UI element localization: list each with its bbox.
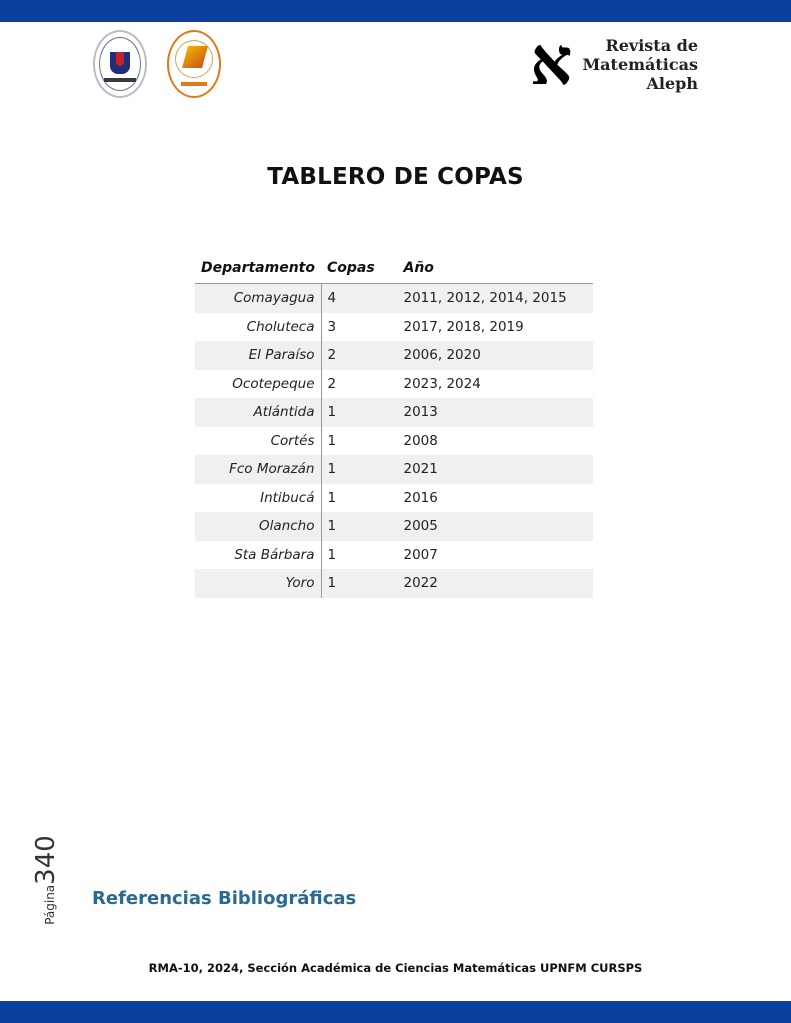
cell-copas: 1	[321, 569, 398, 598]
cell-departamento: Choluteca	[195, 313, 321, 342]
table-row	[195, 398, 593, 427]
cell-copas: 1	[327, 489, 337, 506]
cell-copas: 2	[327, 375, 337, 392]
table-row	[195, 427, 593, 456]
cell-departamento: Cortés	[195, 427, 321, 456]
cell-copas: 4	[321, 284, 398, 313]
journal-name-line: Revista de	[605, 36, 698, 55]
page-title: TABLERO DE COPAS	[267, 164, 524, 190]
cell-departamento: Atlántida	[195, 398, 321, 427]
cell-anio: 2005	[398, 512, 593, 541]
cell-departamento: Intibucá	[195, 484, 321, 513]
footer-text: RMA-10, 2024, Sección Académica de Ciencias Matemáticas UPNFM CURSPS	[148, 961, 643, 975]
cell-anio: 2013	[398, 398, 593, 427]
table-row	[195, 512, 593, 541]
page-number: 340	[31, 835, 61, 885]
cell-anio: 2011, 2012, 2014, 2015	[398, 284, 593, 313]
bottom-color-band	[0, 1001, 791, 1023]
journal-name-line: Aleph	[646, 74, 698, 93]
cell-anio: 2016	[403, 489, 438, 506]
cell-departamento: Ocotepeque	[195, 370, 321, 399]
upnfm-seal-logo	[167, 30, 221, 98]
cell-departamento: Yoro	[195, 569, 321, 598]
university-seal-logo	[93, 30, 147, 98]
column-header-copas: Copas	[321, 253, 398, 284]
cell-anio: 2008	[403, 432, 438, 449]
cell-copas: 1	[321, 398, 398, 427]
cell-departamento: Fco Morazán	[195, 455, 321, 484]
table-row	[195, 484, 593, 513]
column-header-departamento: Departamento	[195, 253, 321, 284]
aleph-logo-icon: א	[530, 22, 573, 100]
cell-anio: 2017, 2018, 2019	[403, 318, 524, 335]
cell-anio: 2023, 2024	[403, 375, 481, 392]
cell-departamento: Comayagua	[195, 284, 321, 313]
table-row	[195, 370, 593, 399]
page-number-label	[30, 830, 62, 930]
cell-copas: 1	[327, 432, 337, 449]
table-row	[195, 569, 593, 598]
table-row	[195, 341, 593, 370]
cell-copas: 1	[327, 546, 337, 563]
cell-anio: 2021	[398, 455, 593, 484]
journal-name	[582, 36, 698, 93]
table-row	[195, 541, 593, 570]
table-row	[195, 313, 593, 342]
column-header-anio: Año	[398, 253, 593, 284]
table-row	[195, 284, 593, 313]
table-row	[195, 455, 593, 484]
cell-anio: 2007	[403, 546, 438, 563]
top-color-band	[0, 0, 791, 22]
cell-copas: 1	[321, 512, 398, 541]
cell-copas: 3	[327, 318, 337, 335]
cups-table	[195, 253, 593, 598]
cell-departamento: Sta Bárbara	[195, 541, 321, 570]
cell-anio: 2006, 2020	[398, 341, 593, 370]
table-header-row	[195, 253, 593, 284]
cell-copas: 1	[321, 455, 398, 484]
cell-departamento: Olancho	[195, 512, 321, 541]
cell-anio: 2022	[398, 569, 593, 598]
cell-copas: 2	[321, 341, 398, 370]
page-word: Página	[43, 884, 57, 925]
journal-logo	[530, 22, 700, 100]
journal-name-line: Matemáticas	[582, 55, 698, 74]
section-title: Referencias Bibliográficas	[92, 888, 357, 909]
cell-departamento: El Paraíso	[195, 341, 321, 370]
